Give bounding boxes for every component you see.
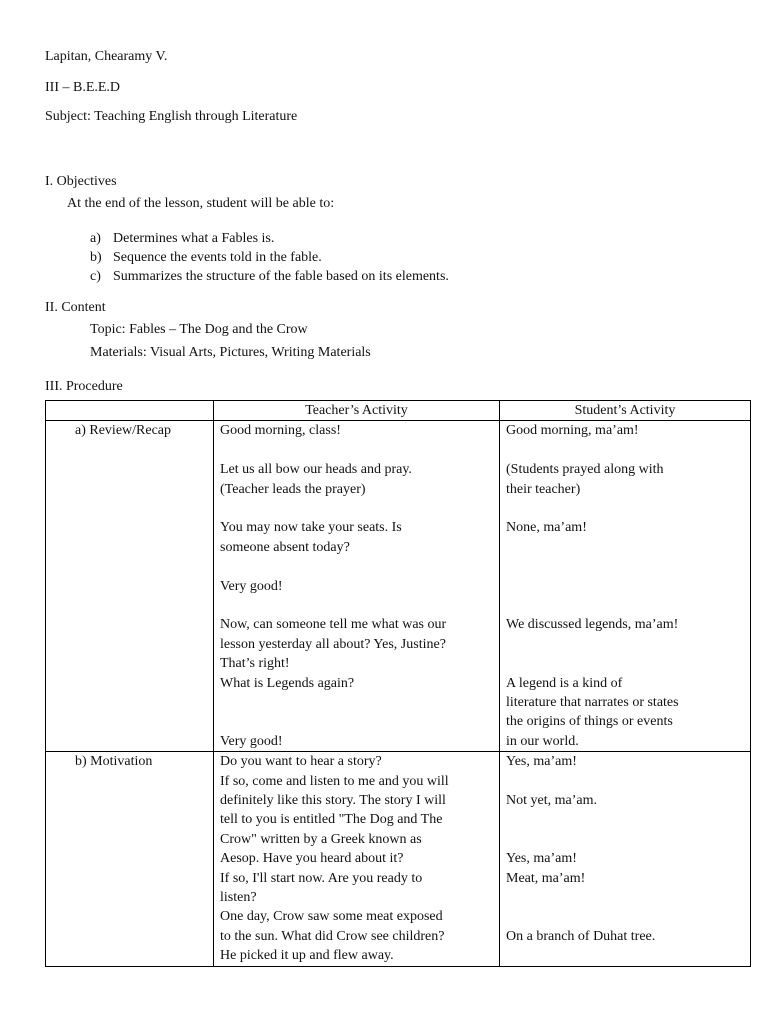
cell-line: Crow" written by a Greek known as <box>220 831 422 847</box>
student-name: Lapitan, Chearamy V. <box>45 49 168 64</box>
content-heading: II. Content <box>45 300 106 315</box>
student-activity-cell <box>500 421 751 752</box>
cell-line <box>506 772 744 791</box>
cell-line: Not yet, ma’am. <box>506 793 597 809</box>
cell-line: A legend is a kind of <box>506 675 623 691</box>
column-header-student: Student’s Activity <box>500 401 751 421</box>
table-row <box>46 752 751 966</box>
cell-line: If so, come and listen to me and you will <box>220 773 449 789</box>
list-text: Determines what a Fables is. <box>113 231 275 246</box>
teacher-activity-cell <box>214 421 500 752</box>
cell-line: their teacher) <box>506 481 581 497</box>
cell-line: Do you want to hear a story? <box>220 754 382 770</box>
cell-line <box>506 654 744 673</box>
cell-line: None, ma’am! <box>506 520 587 536</box>
cell-line: (Teacher leads the prayer) <box>220 481 366 497</box>
cell-line: You may now take your seats. Is <box>220 520 402 536</box>
student-activity-cell <box>500 752 751 966</box>
cell-line: (Students prayed along with <box>506 462 664 478</box>
cell-line: Aesop. Have you heard about it? <box>220 851 404 867</box>
cell-line: the origins of things or events <box>506 714 673 730</box>
cell-line: What is Legends again? <box>220 675 355 691</box>
cell-line <box>506 830 744 849</box>
cell-line <box>220 712 493 731</box>
cell-line: definitely like this story. The story I will <box>220 793 446 809</box>
list-text: Sequence the events told in the fable. <box>113 250 322 265</box>
cell-line: someone absent today? <box>220 539 350 555</box>
cell-line <box>506 810 744 829</box>
list-marker: c) <box>90 269 101 284</box>
list-marker: a) <box>90 231 101 246</box>
table-header-row <box>46 401 751 421</box>
cell-line: listen? <box>220 890 257 906</box>
cell-line <box>506 635 744 654</box>
cell-line <box>220 499 493 518</box>
objectives-intro: At the end of the lesson, student will be able to: <box>67 196 335 211</box>
cell-line: to the sun. What did Crow see children? <box>220 928 445 944</box>
cell-line: Yes, ma’am! <box>506 851 577 867</box>
content-materials: Materials: Visual Arts, Pictures, Writing Materials <box>90 345 371 360</box>
cell-line <box>506 577 744 596</box>
cell-line: That’s right! <box>220 656 290 672</box>
cell-line: Good morning, ma’am! <box>506 423 639 439</box>
cell-line <box>220 596 493 615</box>
cell-line: Yes, ma’am! <box>506 754 577 770</box>
course-year: III – B.E.E.D <box>45 80 121 95</box>
phase-cell: a) Review/Recap <box>46 421 214 752</box>
cell-line <box>506 441 744 460</box>
cell-line <box>506 596 744 615</box>
teacher-activity-cell <box>214 752 500 966</box>
subject-line: Subject: Teaching English through Literature <box>45 109 298 124</box>
cell-line <box>506 888 744 907</box>
phase-cell: b) Motivation <box>46 752 214 966</box>
cell-line: lesson yesterday all about? Yes, Justine? <box>220 636 446 652</box>
cell-line: Now, can someone tell me what was our <box>220 617 447 633</box>
objective-item <box>90 230 274 248</box>
cell-line: tell to you is entitled "The Dog and The <box>220 812 443 828</box>
objectives-heading: I. Objectives <box>45 174 117 189</box>
content-topic: Topic: Fables – The Dog and the Crow <box>90 322 308 337</box>
table-row <box>46 421 751 752</box>
cell-line: Let us all bow our heads and pray. <box>220 462 412 478</box>
cell-line: On a branch of Duhat tree. <box>506 928 656 944</box>
cell-line: Meat, ma’am! <box>506 870 586 886</box>
column-header-teacher: Teacher’s Activity <box>214 401 500 421</box>
cell-line: We discussed legends, ma’am! <box>506 617 679 633</box>
cell-line: He picked it up and flew away. <box>220 948 394 964</box>
procedure-table <box>45 400 751 967</box>
cell-line <box>220 693 493 712</box>
list-marker: b) <box>90 250 102 265</box>
cell-line <box>506 538 744 557</box>
cell-line <box>506 499 744 518</box>
list-text: Summarizes the structure of the fable based on its elements. <box>113 269 449 284</box>
cell-line <box>506 557 744 576</box>
cell-line: If so, I'll start now. Are you ready to <box>220 870 423 886</box>
cell-line: Very good! <box>220 733 283 749</box>
cell-line: Good morning, class! <box>220 423 341 439</box>
cell-line <box>220 557 493 576</box>
cell-line: Very good! <box>220 578 283 594</box>
cell-line <box>220 441 493 460</box>
procedure-heading: III. Procedure <box>45 379 123 394</box>
cell-line: literature that narrates or states <box>506 694 679 710</box>
cell-line <box>506 907 744 926</box>
cell-line: One day, Crow saw some meat exposed <box>220 909 443 925</box>
column-header-phase <box>46 401 214 421</box>
cell-line: in our world. <box>506 733 579 749</box>
objective-item <box>90 268 449 286</box>
objective-item <box>90 249 322 267</box>
cell-line <box>506 946 744 965</box>
